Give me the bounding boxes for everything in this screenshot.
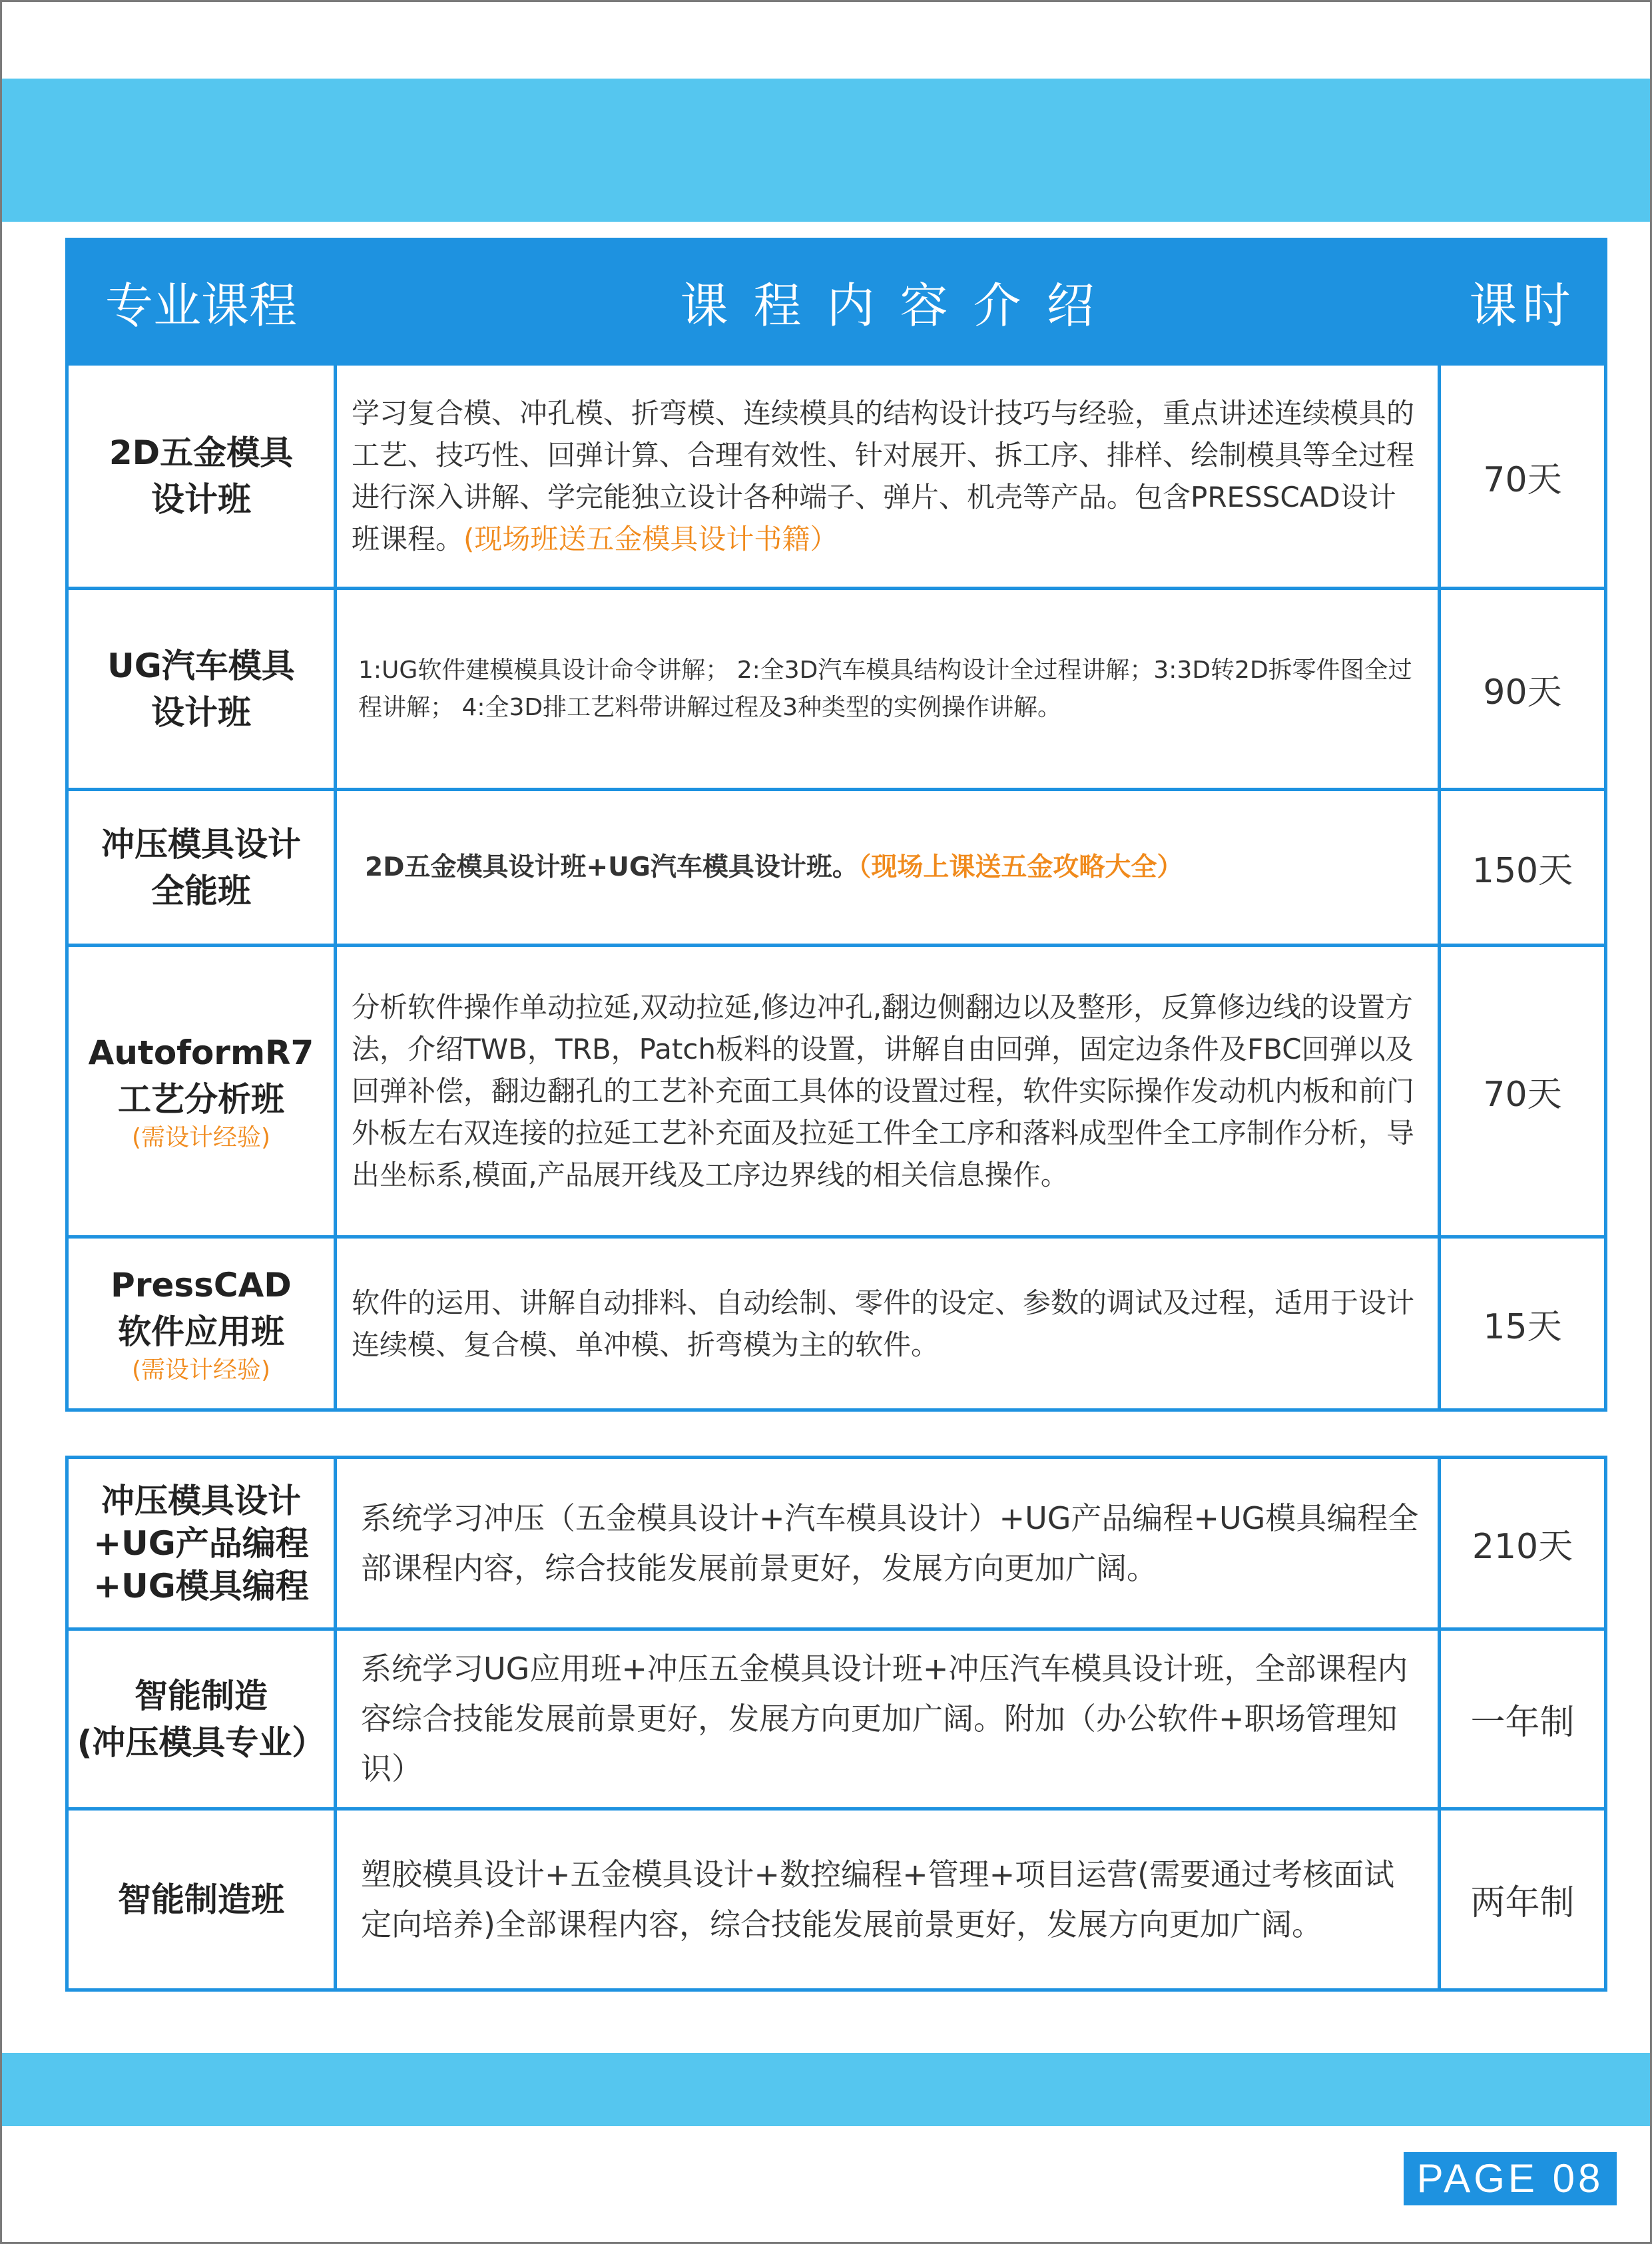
course-name-line: 2D五金模具 <box>109 433 294 472</box>
extended-course-table <box>65 1456 1607 1992</box>
course-name-line: UG汽车模具 <box>107 646 295 685</box>
course-hours: 90天 <box>1440 589 1606 790</box>
course-hours: 150天 <box>1440 790 1606 946</box>
course-requirement-note: (需设计经验) <box>131 1356 271 1384</box>
table-row <box>67 1237 1606 1410</box>
course-name <box>67 589 336 790</box>
course-description <box>336 589 1440 790</box>
course-name-line: +UG模具编程 <box>93 1566 309 1605</box>
header-band <box>2 79 1650 222</box>
course-description <box>336 1458 1440 1629</box>
description-text: 塑胶模具设计+五金模具设计+数控编程+管理+项目运营(需要通过考核面试定向培养)全部课程内容，综合技能发展前景更好，发展方向更加广阔。 <box>361 1856 1395 1942</box>
course-name-line: PressCAD <box>111 1265 292 1304</box>
page-number-label: PAGE 08 <box>1404 2152 1617 2205</box>
course-name <box>67 790 336 946</box>
course-name <box>67 1809 336 1990</box>
description-highlight: （现场上课送五金攻略大全） <box>858 852 1183 882</box>
course-name-line: +UG产品编程 <box>93 1524 309 1563</box>
description-highlight: (现场班送五金模具设计书籍） <box>463 523 838 555</box>
course-name-line: AutoformR7 <box>88 1033 314 1072</box>
table-row <box>67 1809 1606 1990</box>
course-name-line: (冲压模具专业） <box>77 1723 326 1762</box>
description-text: 系统学习UG应用班+冲压五金模具设计班+冲压汽车模具设计班，全部课程内容综合技能发展前景更好，发展方向更加广阔。附加（办公软件+职场管理知识） <box>361 1651 1408 1787</box>
table-row <box>67 364 1606 589</box>
course-hours: 一年制 <box>1440 1629 1606 1809</box>
description-text: 2D五金模具设计班+UG汽车模具设计班。 <box>365 852 858 882</box>
course-name <box>67 946 336 1237</box>
course-hours: 210天 <box>1440 1458 1606 1629</box>
description-text: 1:UG软件建模模具设计命令讲解； 2:全3D汽车模具结构设计全过程讲解；3:3D转2D拆零件图全过程讲解； 4:全3D排工艺料带讲解过程及3种类型的实例操作讲解。 <box>358 656 1412 721</box>
course-description <box>336 790 1440 946</box>
table-row <box>67 946 1606 1237</box>
course-name-line: 工艺分析班 <box>118 1079 284 1119</box>
description-text: 系统学习冲压（五金模具设计+汽车模具设计）+UG产品编程+UG模具编程全部课程内容，综合技能发展前景更好，发展方向更加广阔。 <box>361 1500 1419 1586</box>
course-name-line: 冲压模具设计 <box>101 1481 301 1520</box>
header-course: 专业课程 <box>67 240 336 364</box>
course-name-line: 冲压模具设计 <box>101 824 301 864</box>
course-name-line: 设计班 <box>151 693 251 732</box>
description-text: 学习复合模、冲孔模、折弯模、连续模具的结构设计技巧与经验，重点讲述连续模具的工艺、技巧性、回弹计算、合理有效性、针对展开、拆工序、排样、绘制模具等全过程进行深入讲解、学完能独立设计各种端子、弹片、机壳等产品。包含PRESSCAD设计班课程。 <box>352 397 1415 555</box>
description-text: 分析软件操作单动拉延,双动拉延,修边冲孔,翻边侧翻边以及整形，反算修边线的设置方法，介绍TWB，TRB，Patch板料的设置，讲解自由回弹，固定边条件及FBC回弹以及回弹补偿，翻边翻孔的工艺补充面工具体的设置过程，软件实际操作发动机内板和前门外板左右双连接的拉延工艺补充面及拉延工件全工序和落料成型件全工序制作分析，导出坐标系,模面,产品展开线及工序边界线的相关信息操作。 <box>352 991 1415 1191</box>
header-content: 课程内容介绍 <box>336 240 1440 364</box>
course-description <box>336 364 1440 589</box>
table-row <box>67 1458 1606 1629</box>
course-hours: 两年制 <box>1440 1809 1606 1990</box>
course-name <box>67 1458 336 1629</box>
course-description <box>336 1809 1440 1990</box>
course-hours: 15天 <box>1440 1237 1606 1410</box>
description-text: 软件的运用、讲解自动排料、自动绘制、零件的设定、参数的调试及过程，适用于设计连续模、复合模、单冲模、折弯模为主的软件。 <box>352 1286 1415 1361</box>
course-name <box>67 1237 336 1410</box>
course-description <box>336 946 1440 1237</box>
course-description <box>336 1629 1440 1809</box>
course-name-line: 软件应用班 <box>118 1312 284 1351</box>
course-name-line: 全能班 <box>151 871 251 910</box>
table-row <box>67 1629 1606 1809</box>
course-requirement-note: (需设计经验) <box>131 1123 271 1151</box>
course-description <box>336 1237 1440 1410</box>
table-row <box>67 790 1606 946</box>
course-name <box>67 1629 336 1809</box>
course-name <box>67 364 336 589</box>
course-name-line: 设计班 <box>151 480 251 519</box>
course-hours: 70天 <box>1440 364 1606 589</box>
course-name-line: 智能制造班 <box>118 1880 284 1919</box>
header-hours: 课时 <box>1440 240 1606 364</box>
table-row <box>67 589 1606 790</box>
course-name-line: 智能制造 <box>135 1676 268 1715</box>
course-hours: 70天 <box>1440 946 1606 1237</box>
course-table <box>65 238 1607 1412</box>
table-header-row <box>67 240 1606 364</box>
footer-band <box>2 2053 1650 2126</box>
